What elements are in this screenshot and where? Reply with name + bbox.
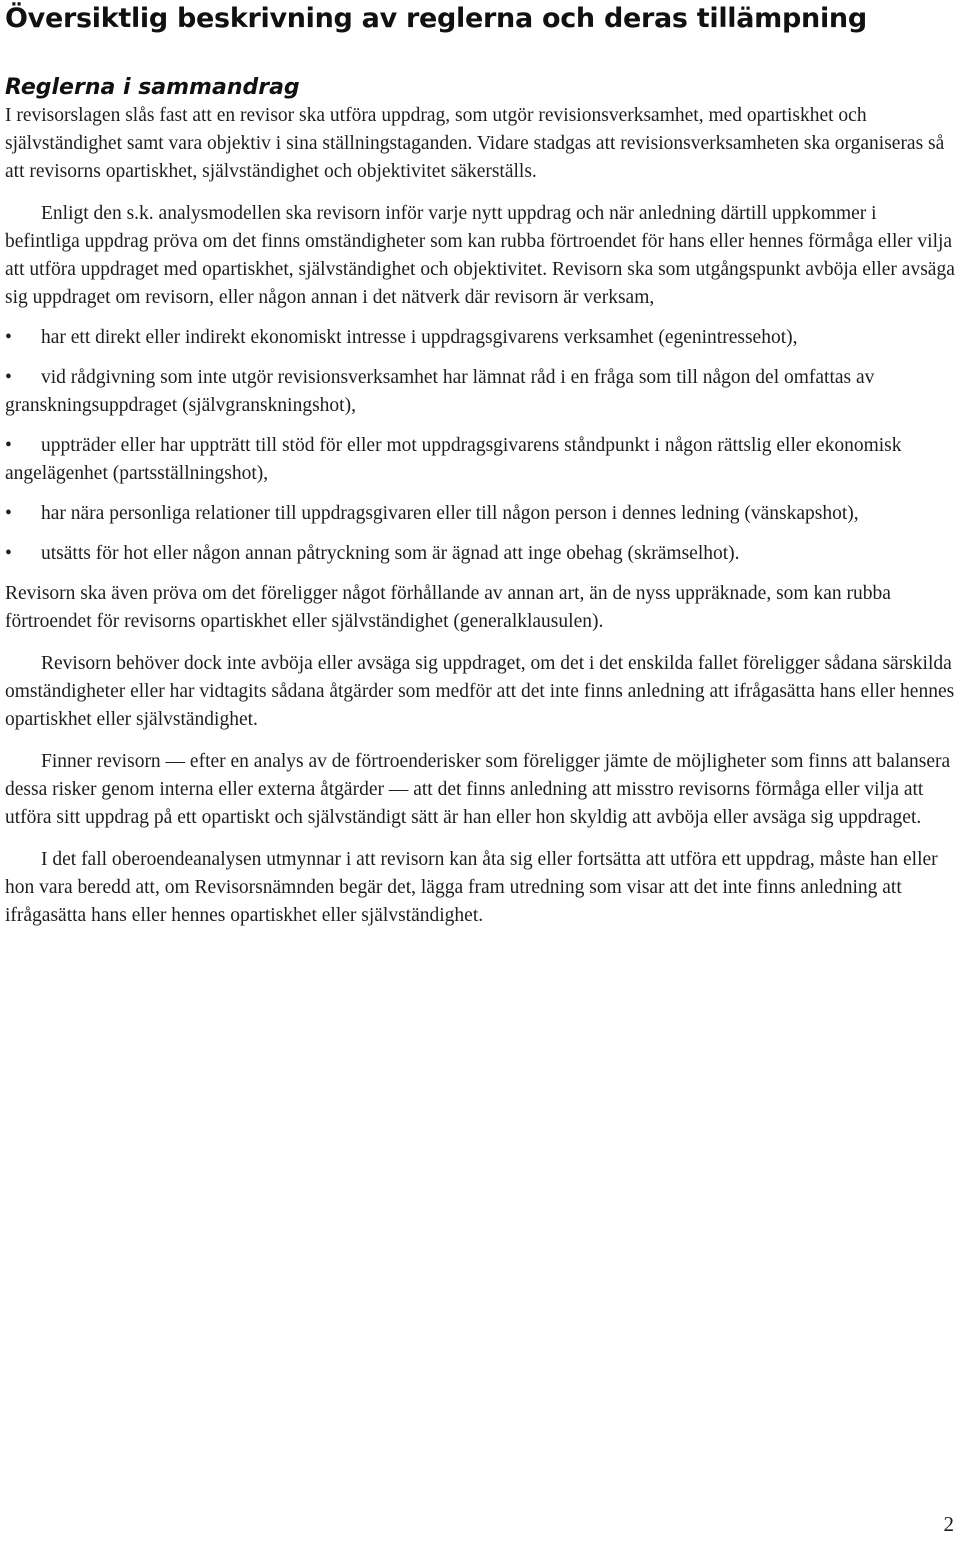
paragraph-no-need: Revisorn behöver dock inte avböja eller avsäga sig uppdraget, om det i det enskilda fallet föreligger sådana särskilda omständigheter eller har vidtagits sådana åtgärder som medför att det inte finns anledning att ifrågasätta hans eller hennes opartiskhet eller självständighet. (5, 653, 955, 730)
page-number: 2 (943, 1512, 954, 1536)
paragraph-analysis: Enligt den s.k. analysmodellen ska revisorn inför varje nytt uppdrag och när anledning därtill uppkommer i befintliga uppdrag pröva om det finns omständigheter som kan rubba förtroendet för hans eller hennes förmåga eller vilja att utföra uppdraget med opartiskhet, självständighet och objektivitet. Revisorn ska som utgångspunkt avböja eller avsäga sig uppdraget om revisorn, eller någon annan i det nätverk där revisorn är verksam, (5, 203, 955, 308)
document-page (5, 0, 955, 930)
bullet-text: vid rådgivning som inte utgör revisionsverksamhet har lämnat råd i en fråga som till någon del omfattas av granskningsuppdraget (självgranskningshot), (5, 367, 875, 416)
bullet-marker: • (5, 543, 12, 564)
bullet-marker: • (5, 367, 12, 388)
bullet-item (5, 540, 955, 568)
page-title: Översiktlig beskrivning av reglerna och deras tillämpning (5, 3, 867, 34)
bullet-text: uppträder eller har uppträtt till stöd för eller mot uppdragsgivarens ståndpunkt i någon rättslig eller ekonomisk angelägenhet (partsställningshot), (5, 435, 902, 484)
paragraph-intro: I revisorslagen slås fast att en revisor ska utföra uppdrag, som utgör revisionsverksamhet, med opartiskhet och självständighet samt vara objektiv i sina ställningstaganden. Vidare stadgas att revisionsverksamheten ska organiseras så att revisorns opartiskhet, självständighet och objektivitet säkerställs. (5, 105, 945, 182)
paragraph-general-clause: Revisorn ska även pröva om det föreligger något förhållande av annan art, än de nyss uppräknade, som kan rubba förtroendet för revisorns opartiskhet eller självständighet (generalklausulen). (5, 583, 891, 632)
section-heading: Reglerna i sammandrag (5, 75, 300, 100)
bullet-item (5, 432, 955, 488)
bullet-text: har nära personliga relationer till uppdragsgivaren eller till någon person i dennes ledning (vänskapshot), (41, 503, 859, 524)
bullet-marker: • (5, 435, 12, 456)
bullet-text: har ett direkt eller indirekt ekonomiskt intresse i uppdragsgivarens verksamhet (egenintressehot), (41, 327, 798, 348)
bullet-marker: • (5, 503, 12, 524)
bullet-text: utsätts för hot eller någon annan påtryckning som är ägnad att inge obehag (skrämselhot). (41, 543, 740, 564)
paragraph-in-case: I det fall oberoendeanalysen utmynnar i att revisorn kan åta sig eller fortsätta att utföra ett uppdrag, måste han eller hon vara beredd att, om Revisorsnämnden begär det, lägga fram utredning som visar att det inte finns anledning att ifrågasätta hans eller hennes opartiskhet eller självständighet. (5, 849, 938, 926)
paragraph-if-finds: Finner revisorn — efter en analys av de förtroenderisker som föreligger jämte de möjligheter som finns att balansera dessa risker genom interna eller externa åtgärder — att det finns anledning att misstro revisorns förmåga eller vilja att utföra sitt uppdrag på ett opartiskt och självständigt sätt är han eller hon skyldig att avböja eller avsäga sig uppdraget. (5, 751, 951, 828)
bullet-marker: • (5, 327, 12, 348)
bullet-item (5, 324, 955, 352)
bullet-item (5, 500, 955, 528)
body-text (5, 102, 955, 930)
bullet-item (5, 364, 955, 420)
